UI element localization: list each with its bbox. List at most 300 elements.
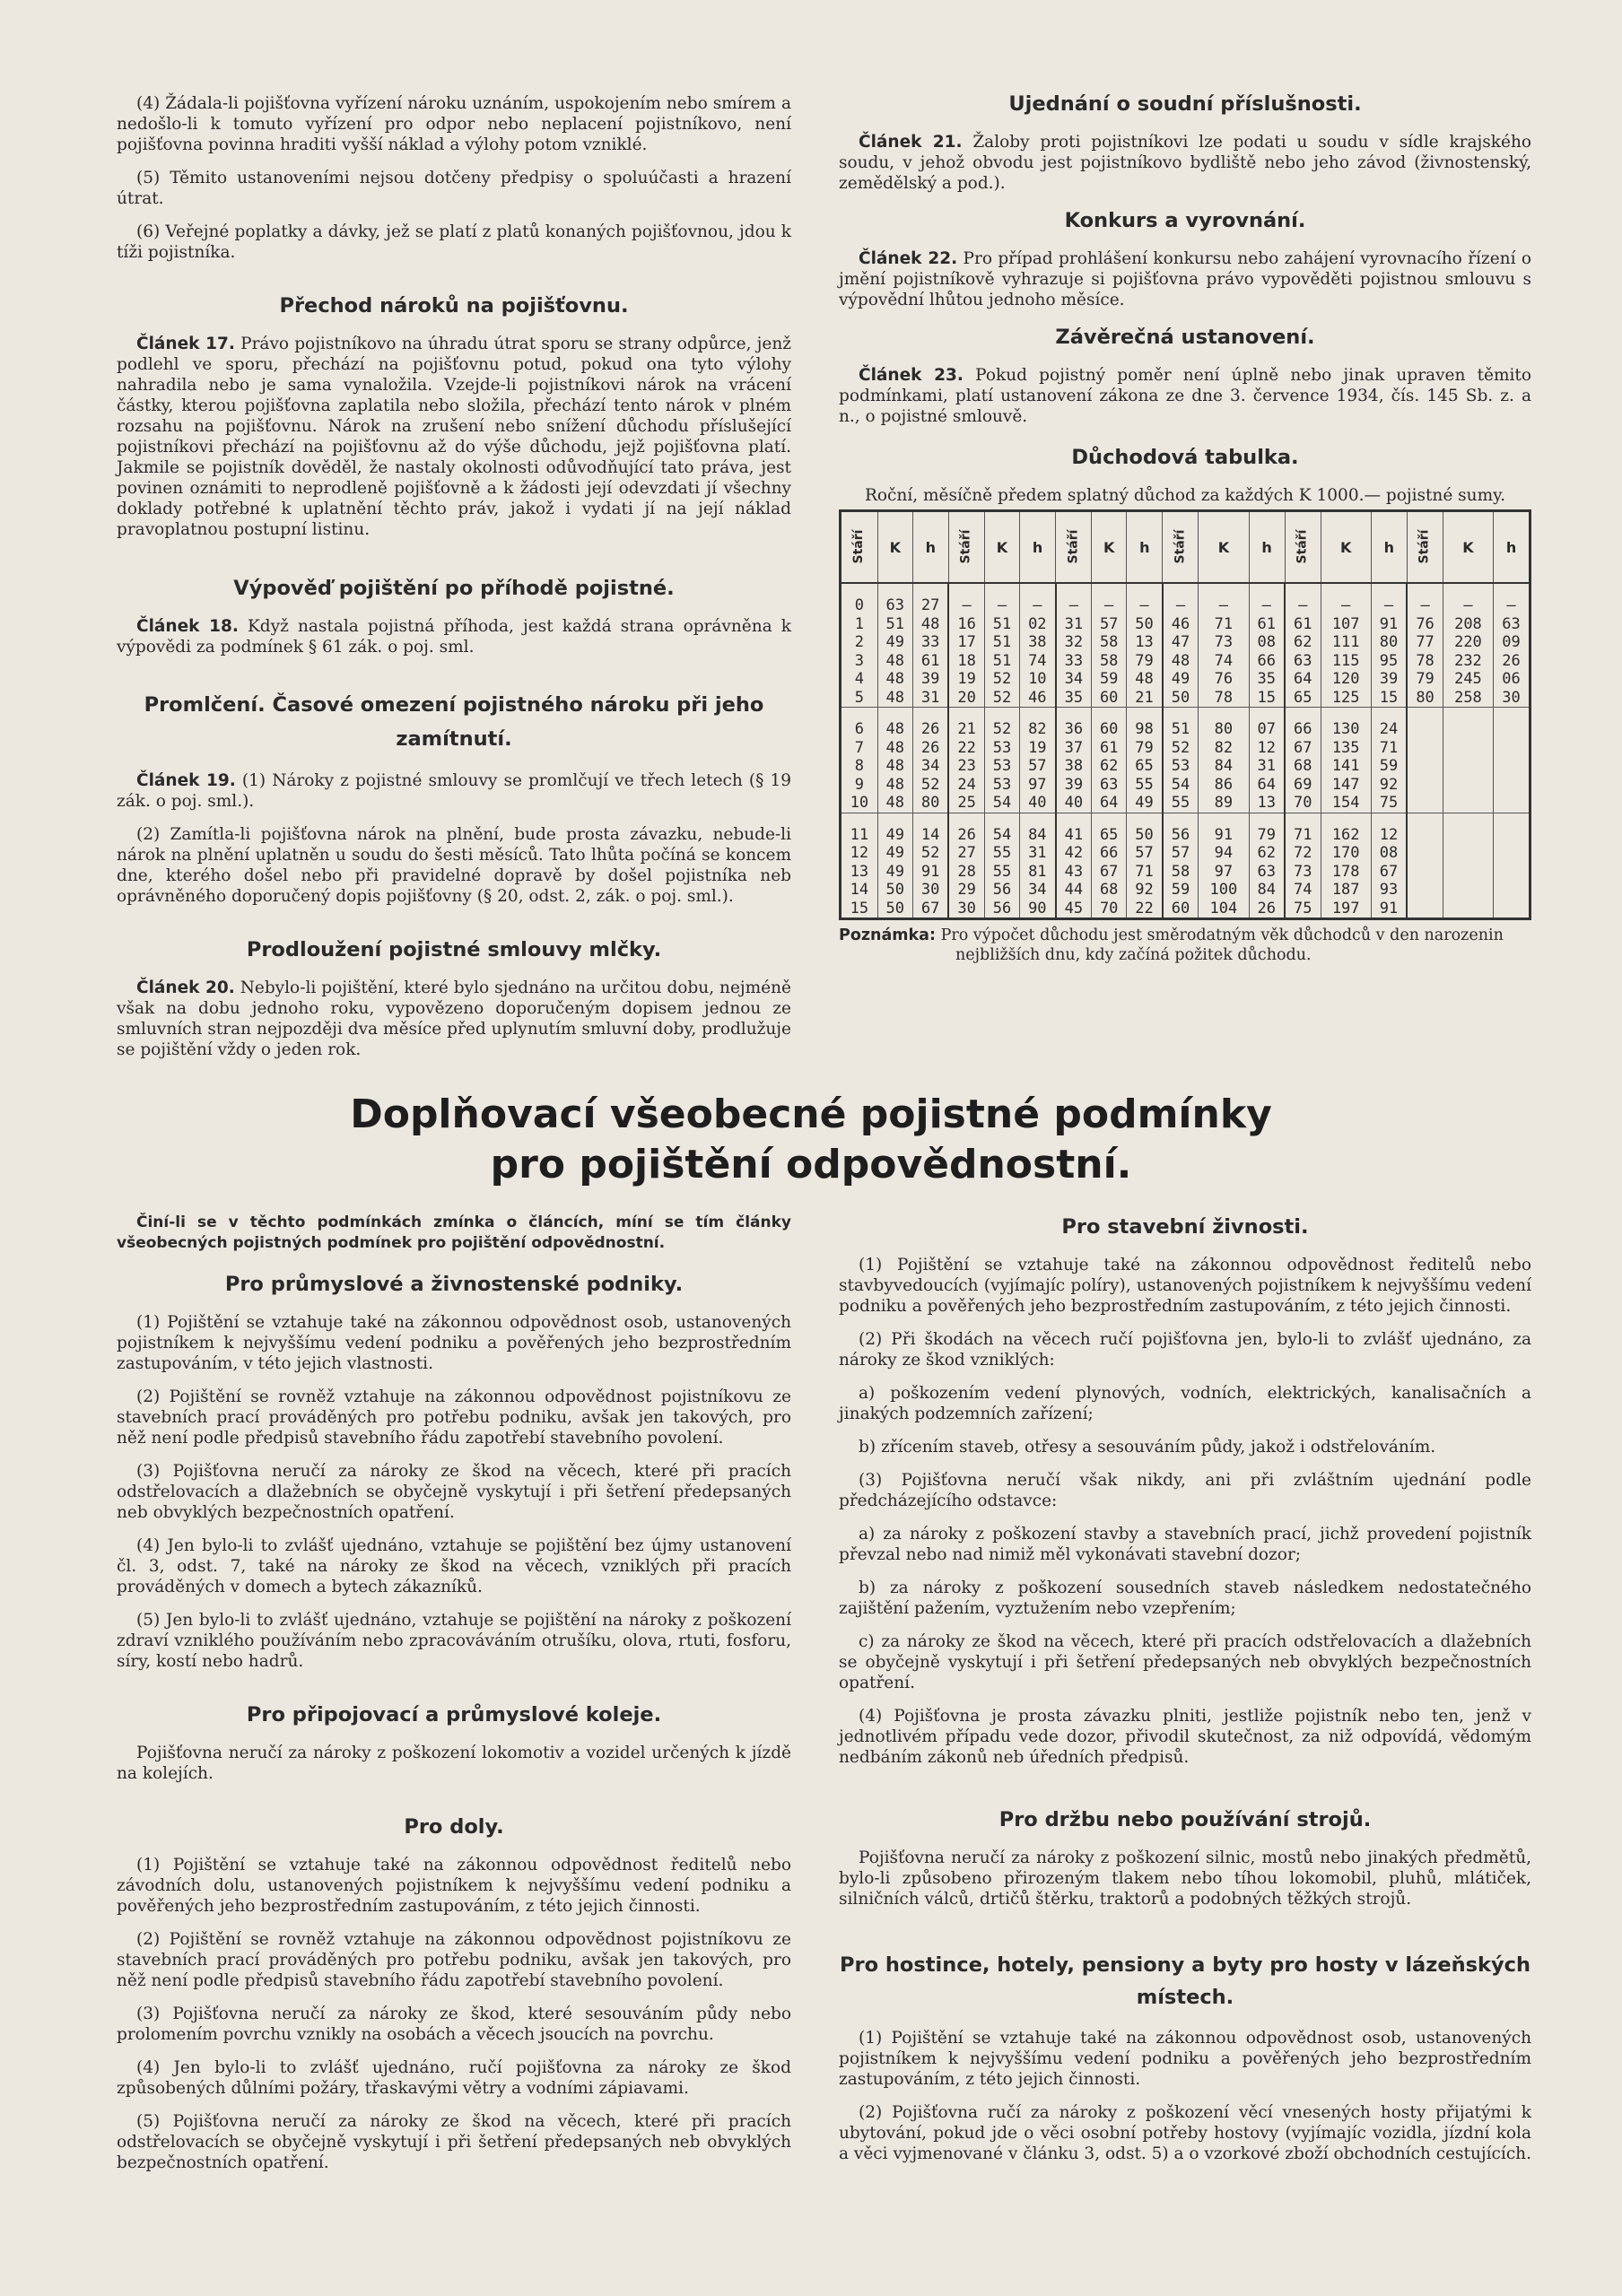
table-cell: 258 bbox=[1443, 689, 1493, 708]
paragraph: (4) Jen bylo-li to zvlášť ujednáno, ručí pojišťovna za nároky ze škod způsobených důlními požáry, třaskavými větry a vodními zápiavami. bbox=[117, 2058, 791, 2098]
table-cell: 57 bbox=[1127, 844, 1163, 863]
header-halere: h bbox=[1127, 511, 1163, 584]
table-cell: — bbox=[1443, 583, 1493, 615]
table-cell: 79 bbox=[1407, 670, 1443, 689]
table-cell: 30 bbox=[912, 881, 948, 900]
paragraph: (5) Jen bylo-li to zvlášť ujednáno, vztahuje se pojištění na nároky z poškození zdraví vzniklého používáním nebo zpracováváním otrušíku, olova, rtuti, fosforu, síry, kostí nebo hadrů. bbox=[117, 1611, 791, 1671]
table-cell: — bbox=[948, 583, 984, 615]
table-cell: 91 bbox=[1199, 813, 1249, 844]
table-cell: 89 bbox=[1199, 794, 1249, 813]
table-cell bbox=[1443, 863, 1493, 882]
table-cell: 59 bbox=[1371, 757, 1407, 776]
table-cell: 82 bbox=[1199, 739, 1249, 758]
table-cell: 22 bbox=[948, 739, 984, 758]
table-cell: 43 bbox=[1056, 863, 1092, 882]
table-cell: — bbox=[984, 583, 1019, 615]
table-cell: 7 bbox=[854, 738, 864, 757]
section-heading: Pro připojovací a průmyslové koleje. bbox=[246, 1703, 662, 1726]
table-cell: 56 bbox=[1163, 813, 1199, 844]
table-cell: 57 bbox=[1020, 757, 1056, 776]
table-cell: 31 bbox=[1249, 757, 1285, 776]
section-heading: Pro doly. bbox=[404, 1815, 504, 1839]
table-cell: 78 bbox=[1407, 652, 1443, 671]
table-cell: 66 bbox=[1249, 652, 1285, 671]
table-cell: 68 bbox=[1092, 881, 1127, 900]
section-heading: Pro hostince, hotely, pensiony a byty pro hosty v lázeňských místech. bbox=[840, 1953, 1530, 2009]
table-cell: 12 bbox=[850, 844, 869, 862]
header-koruny: K bbox=[877, 511, 912, 584]
table-cell: 70 bbox=[1092, 900, 1127, 919]
table-cell: 48 bbox=[877, 670, 912, 689]
table-row bbox=[841, 708, 1530, 739]
table-cell: 51 bbox=[984, 615, 1019, 634]
table-cell: 25 bbox=[948, 794, 984, 813]
paragraph: b) zřícením staveb, otřesy a sesouváním půdy, jakož i odstřelováním. bbox=[859, 1438, 1436, 1457]
table-cell: 30 bbox=[948, 900, 984, 919]
article-text: Pokud pojistný poměr není úplně nebo jinak upraven těmito podmínkami, platí ustanovení zákona ze dne 3. července 1934, čís. 145 Sb. z. a n., o pojistné smlouvě. bbox=[839, 366, 1531, 426]
article-23 bbox=[839, 365, 1531, 427]
table-cell: 197 bbox=[1321, 900, 1371, 919]
article-19 bbox=[117, 770, 791, 812]
table-cell: 80 bbox=[912, 794, 948, 813]
table-cell: 70 bbox=[1285, 794, 1321, 813]
table-row bbox=[841, 633, 1530, 652]
table-cell bbox=[1407, 813, 1443, 844]
table-cell: 46 bbox=[1163, 615, 1199, 634]
table-cell: 50 bbox=[877, 900, 912, 919]
article-label: Článek 21. bbox=[859, 133, 963, 152]
paragraph: b) za nároky z poškození sousedních staveb následkem nedostatečného zajištění pažením, vyztužením nebo vzepřením; bbox=[839, 1578, 1531, 1618]
table-cell: 73 bbox=[1285, 863, 1321, 882]
section-heading: Ujednání o soudní příslušnosti. bbox=[1008, 92, 1362, 116]
table-cell: 56 bbox=[984, 900, 1019, 919]
table-cell bbox=[1407, 881, 1443, 900]
table-cell: 49 bbox=[877, 844, 912, 863]
table-cell: — bbox=[1285, 583, 1321, 615]
table-cell: 69 bbox=[1285, 776, 1321, 795]
table-cell: 61 bbox=[1249, 615, 1285, 634]
table-cell: 63 bbox=[1494, 615, 1530, 634]
header-halere: h bbox=[1020, 511, 1056, 584]
table-cell: 42 bbox=[1056, 844, 1092, 863]
table-cell: 19 bbox=[948, 670, 984, 689]
article-label: Článek 17. bbox=[136, 335, 235, 353]
table-cell: 51 bbox=[984, 652, 1019, 671]
table-cell: 59 bbox=[1092, 670, 1127, 689]
table-cell: 135 bbox=[1321, 739, 1371, 758]
table-cell: 07 bbox=[1249, 708, 1285, 739]
table-cell: 79 bbox=[1249, 813, 1285, 844]
paragraph: (4) Pojišťovna je prosta závazku plniti, jestliže pojistník nebo ten, jenž v jednotlivém případu vede dozor, přivodil skutečnost, za niž odpovídá, vědomým nedbáním zákonů neb úředních předpisů. bbox=[839, 1707, 1531, 1767]
table-cell: 48 bbox=[877, 739, 912, 758]
note-text: Pro výpočet důchodu jest směrodatným věk důchodců v den narozenin nejbližších dnu, kdy začíná požitek důchodu. bbox=[940, 926, 1504, 964]
table-row bbox=[841, 776, 1530, 795]
table-cell: 49 bbox=[877, 813, 912, 844]
table-cell: 98 bbox=[1127, 708, 1163, 739]
table-cell bbox=[1407, 863, 1443, 882]
table-cell: 31 bbox=[912, 689, 948, 708]
table-cell: 79 bbox=[1127, 652, 1163, 671]
table-cell: 39 bbox=[912, 670, 948, 689]
table-cell: 26 bbox=[948, 813, 984, 844]
article-text: Když nastala pojistná příhoda, jest každá strana oprávněna k výpovědi za podmínek § 61 zák. o poj. sml. bbox=[117, 617, 791, 657]
table-cell: 71 bbox=[1285, 813, 1321, 844]
table-cell: 48 bbox=[877, 757, 912, 776]
table-cell: 65 bbox=[1127, 757, 1163, 776]
header-age: Stáří bbox=[1407, 511, 1443, 584]
table-cell bbox=[1443, 739, 1493, 758]
table-cell: 48 bbox=[877, 652, 912, 671]
paragraph: (3) Pojišťovna neručí za nároky ze škod, které sesouváním půdy nebo prolomením povrchu vznikly na osobách a věcech jsoucích na povrchu. bbox=[117, 2005, 791, 2044]
table-cell: 4 bbox=[854, 670, 864, 688]
table-cell: 22 bbox=[1127, 900, 1163, 919]
article-text: Právo pojistníkovo na úhradu útrat sporu se strany odpůrce, jenž podlehl ve sporu, přechází na pojišťovnu potud, pokud ona tyto výlohy nahradila nebo je sama vynaložila. Vzejde-li pojistníkovi nárok na vrácení částky, kterou pojišťovna zaplatila nebo složila, přechází tento nárok v plném rozsahu na pojišťovnu. Nárok na zrušení nebo snížení důchodu příslušející pojistníkovi přechází na pojišťovnu až do výše důchodu, jejž pojišťovna platí. Jakmile se pojistník dověděl, že nastaly okolnosti odůvodňující tato práva, jest povinen oznámiti to neprodleně pojišťovně a k žádosti její odevzdati jí všechny doklady potřebné k uplatnění těchto práv, jakož i vydati jí na její náklad pravoplatnou postupní listinu. bbox=[117, 335, 791, 539]
header-age: Stáří bbox=[841, 511, 878, 584]
paragraph: (5) Těmito ustanoveními nejsou dotčeny předpisy o spoluúčasti a hrazení útrat. bbox=[117, 169, 791, 208]
table-cell: — bbox=[1494, 583, 1530, 615]
table-cell: 125 bbox=[1321, 689, 1371, 708]
table-cell: 147 bbox=[1321, 776, 1371, 795]
table-cell: 39 bbox=[1371, 670, 1407, 689]
table-cell: 111 bbox=[1321, 633, 1371, 652]
paragraph: Pojišťovna neručí za nároky z poškození lokomotiv a vozidel určených k jízdě na kolejích. bbox=[117, 1744, 791, 1783]
paragraph: a) poškozením vedení plynových, vodních, elektrických, kanalisačních a jinakých podzemních zařízení; bbox=[839, 1384, 1531, 1423]
table-cell: 21 bbox=[1127, 689, 1163, 708]
table-cell: 76 bbox=[1407, 615, 1443, 634]
table-cell: 51 bbox=[877, 615, 912, 634]
table-cell bbox=[1407, 794, 1443, 813]
table-cell: 11 bbox=[850, 825, 869, 844]
table-cell: 06 bbox=[1494, 670, 1530, 689]
table-cell: 91 bbox=[1371, 615, 1407, 634]
table-cell: 10 bbox=[1020, 670, 1056, 689]
table-row bbox=[841, 881, 1530, 900]
table-cell: 26 bbox=[1494, 652, 1530, 671]
table-cell: 24 bbox=[948, 776, 984, 795]
table-cell: 17 bbox=[948, 633, 984, 652]
table-cell: 91 bbox=[1371, 900, 1407, 919]
table-cell bbox=[1494, 813, 1530, 844]
table-cell: 86 bbox=[1199, 776, 1249, 795]
paragraph: (2) Pojištění se rovněž vztahuje na zákonnou odpovědnost pojistníkovu ze stavebních prací prováděných pro potřebu podniku, avšak jen takových, pro něž není podle předpisů stavebního řádu zapotřebí stavebního povolení. bbox=[117, 1930, 791, 1990]
table-cell: 19 bbox=[1020, 739, 1056, 758]
table-cell bbox=[1494, 794, 1530, 813]
table-cell: 08 bbox=[1249, 633, 1285, 652]
table-cell: 64 bbox=[1285, 670, 1321, 689]
paragraph: a) za nároky z poškození stavby a stavebních prací, jichž provedení pojistník převzal nebo nad nimiž měl vykonávati stavební dozor; bbox=[839, 1525, 1531, 1564]
paragraph: (1) Pojištění se vztahuje také na zákonnou odpovědnost ředitelů nebo stavbyvedoucích (vyjímajíc políry), ustanovených pojistníkem k nejvyššímu vedení podniku a pověřených jeho bezprostředním zastupováním, z této jejich činnosti. bbox=[839, 1256, 1531, 1316]
top-left-column bbox=[117, 93, 791, 1073]
table-body bbox=[841, 583, 1530, 919]
table-cell: 48 bbox=[912, 615, 948, 634]
table-cell: 61 bbox=[1285, 615, 1321, 634]
table-cell: 30 bbox=[1494, 689, 1530, 708]
header-age: Stáří bbox=[1163, 511, 1199, 584]
table-cell: 40 bbox=[1056, 794, 1092, 813]
table-cell: 27 bbox=[948, 844, 984, 863]
table-cell: 63 bbox=[1092, 776, 1127, 795]
table-cell: 28 bbox=[948, 863, 984, 882]
table-cell: 56 bbox=[984, 881, 1019, 900]
table-cell: 20 bbox=[948, 689, 984, 708]
table-cell: 220 bbox=[1443, 633, 1493, 652]
header-koruny: K bbox=[984, 511, 1019, 584]
article-label: Článek 22. bbox=[859, 249, 958, 268]
table-cell: 57 bbox=[1092, 615, 1127, 634]
header-koruny: K bbox=[1321, 511, 1371, 584]
table-cell: 66 bbox=[1285, 708, 1321, 739]
table-cell: 52 bbox=[984, 670, 1019, 689]
table-row bbox=[841, 689, 1530, 708]
table-row bbox=[841, 615, 1530, 634]
header-halere: h bbox=[1249, 511, 1285, 584]
table-cell: 154 bbox=[1321, 794, 1371, 813]
table-cell: 31 bbox=[1056, 615, 1092, 634]
table-cell: 55 bbox=[1163, 794, 1199, 813]
table-cell: 58 bbox=[1163, 863, 1199, 882]
table-cell: 84 bbox=[1249, 881, 1285, 900]
table-cell: 08 bbox=[1371, 844, 1407, 863]
table-row bbox=[841, 583, 1530, 615]
table-cell: 65 bbox=[1285, 689, 1321, 708]
table-cell: 49 bbox=[1127, 794, 1163, 813]
table-cell: 68 bbox=[1285, 757, 1321, 776]
table-cell: 115 bbox=[1321, 652, 1371, 671]
table-cell bbox=[1494, 776, 1530, 795]
table-cell bbox=[1443, 776, 1493, 795]
table-cell: 13 bbox=[850, 862, 869, 881]
table-cell bbox=[1443, 708, 1493, 739]
table-row bbox=[841, 652, 1530, 671]
table-cell: 34 bbox=[912, 757, 948, 776]
table-cell bbox=[1407, 900, 1443, 919]
paragraph: Pojišťovna neručí za nároky z poškození silnic, mostů nebo jinakých předmětů, bylo-li způsobeno přirozeným tlakem nebo tíhou lokomobil, pluhů, mlátiček, silničních válců, drtičů štěrku, traktorů a podobných těžkých strojů. bbox=[839, 1848, 1531, 1909]
table-cell: 33 bbox=[1056, 652, 1092, 671]
paragraph: c) za nároky ze škod na věcech, které při pracích odstřelovacích a dlažebních se obyčejně vyskytují i při šetření předepsaných neb obvyklých bezpečnostních opatření. bbox=[839, 1632, 1531, 1692]
table-cell: — bbox=[1163, 583, 1199, 615]
table-cell: 6 bbox=[854, 720, 864, 738]
table-cell: 50 bbox=[1163, 689, 1199, 708]
table-cell: 50 bbox=[1127, 813, 1163, 844]
main-title bbox=[0, 1090, 1622, 1190]
table-cell bbox=[1443, 813, 1493, 844]
table-cell: 78 bbox=[1199, 689, 1249, 708]
table-cell: 75 bbox=[1285, 900, 1321, 919]
table-cell: 72 bbox=[1285, 844, 1321, 863]
table-cell: 31 bbox=[1020, 844, 1056, 863]
table-cell: 40 bbox=[1020, 794, 1056, 813]
section-heading: Promlčení. Časové omezení pojistného nároku při jeho zamítnutí. bbox=[144, 693, 764, 751]
table-cell: 38 bbox=[1056, 757, 1092, 776]
table-cell: 09 bbox=[1494, 633, 1530, 652]
table-row bbox=[841, 794, 1530, 813]
table-cell: — bbox=[1020, 583, 1056, 615]
table-cell: 82 bbox=[1020, 708, 1056, 739]
table-cell: 61 bbox=[912, 652, 948, 671]
table-cell: 55 bbox=[984, 844, 1019, 863]
table-cell: 2 bbox=[854, 633, 864, 651]
article-label: Článek 20. bbox=[136, 978, 235, 997]
table-cell: 64 bbox=[1092, 794, 1127, 813]
table-cell: 58 bbox=[1092, 633, 1127, 652]
table-cell: 37 bbox=[1056, 739, 1092, 758]
table-cell: — bbox=[1199, 583, 1249, 615]
table-cell: 26 bbox=[912, 708, 948, 739]
table-cell: 74 bbox=[1199, 652, 1249, 671]
table-cell: 18 bbox=[948, 652, 984, 671]
paragraph: (2) Zamítla-li pojišťovna nárok na plnění, bude prosta závazku, nebude-li nárok na plnění uplatněn u soudu do šesti měsíců. Tato lhůta počíná se koncem dne, kterého došel nebo při pravidelné dopravě by došel pojistníka neb oprávněného doporučený dopis pojišťovny (§ 20, odst. 2, zák. o poj. sml.). bbox=[117, 825, 791, 906]
table-cell: 232 bbox=[1443, 652, 1493, 671]
table-cell: 3 bbox=[854, 651, 864, 670]
table-cell: 54 bbox=[984, 813, 1019, 844]
table-cell: — bbox=[1056, 583, 1092, 615]
table-cell bbox=[1443, 900, 1493, 919]
table-cell bbox=[1407, 757, 1443, 776]
main-title-line-1: Doplňovací všeobecné pojistné podmínky bbox=[350, 1091, 1272, 1137]
table-cell: 187 bbox=[1321, 881, 1371, 900]
table-cell: 91 bbox=[912, 863, 948, 882]
article-text: (1) Nároky z pojistné smlouvy se promlčují ve třech letech (§ 19 zák. o poj. sml.). bbox=[117, 771, 791, 811]
table-cell: 48 bbox=[877, 776, 912, 795]
table-header-row bbox=[841, 511, 1530, 584]
table-cell: 41 bbox=[1056, 813, 1092, 844]
table-cell: 80 bbox=[1371, 633, 1407, 652]
table-cell: 26 bbox=[912, 739, 948, 758]
table-cell: 52 bbox=[912, 776, 948, 795]
section-heading: Přechod nároků na pojišťovnu. bbox=[279, 294, 629, 317]
table-cell: 71 bbox=[1199, 615, 1249, 634]
table-cell: 63 bbox=[1249, 863, 1285, 882]
header-age: Stáří bbox=[1285, 511, 1321, 584]
section-heading: Výpověď pojištění po příhodě pojistné. bbox=[233, 577, 675, 600]
table-cell bbox=[1443, 881, 1493, 900]
table-cell: 51 bbox=[984, 633, 1019, 652]
table-cell: 35 bbox=[1056, 689, 1092, 708]
table-cell: 67 bbox=[1092, 863, 1127, 882]
paragraph: (3) Pojišťovna neručí však nikdy, ani při zvláštním ujednání podle předcházejícího odstavce: bbox=[839, 1471, 1531, 1510]
table-cell: 95 bbox=[1371, 652, 1407, 671]
table-cell: 61 bbox=[1092, 739, 1127, 758]
table-cell: 60 bbox=[1092, 708, 1127, 739]
paragraph: (2) Pojištění se rovněž vztahuje na zákonnou odpovědnost pojistníkovu ze stavebních prací prováděných pro potřebu podniku, avšak jen takových, pro něž není podle předpisů stavebního řádu zapotřebí stavebního povolení. bbox=[117, 1387, 791, 1448]
table-cell: — bbox=[1249, 583, 1285, 615]
table-cell: 27 bbox=[912, 583, 948, 615]
annuity-table bbox=[839, 509, 1531, 920]
header-koruny: K bbox=[1443, 511, 1493, 584]
table-cell: 92 bbox=[1371, 776, 1407, 795]
table-cell: — bbox=[1127, 583, 1163, 615]
header-halere: h bbox=[1494, 511, 1530, 584]
table-row bbox=[841, 757, 1530, 776]
table-cell: 14 bbox=[850, 881, 869, 899]
table-cell: 15 bbox=[1371, 689, 1407, 708]
table-cell: 13 bbox=[1127, 633, 1163, 652]
header-halere: h bbox=[1371, 511, 1407, 584]
table-cell: 47 bbox=[1163, 633, 1199, 652]
paragraph: (2) Pojišťovna ručí za nároky z poškození věcí vnesených hosty přijatými k ubytování, pokud jde o věci osobní potřeby hostovy (vyjímajíc vozidla, jízdní kola a věci vyjmenované v článku 3, odst. 5) a o vzorkové zboží obchodních cestujících. bbox=[839, 2103, 1531, 2163]
table-cell: 100 bbox=[1199, 881, 1249, 900]
table-cell: 65 bbox=[1092, 813, 1127, 844]
table-row bbox=[841, 863, 1530, 882]
article-text: Nebylo-li pojištění, které bylo sjednáno na určitou dobu, nejméně však na dobu jednoho roku, vypovězeno doporučeným dopisem jednou ze smluvních stran nejpozději dva měsíce před uplynutím smluvní doby, prodlužuje se pojištění vždy o jeden rok. bbox=[117, 978, 791, 1059]
paragraph: (4) Jen bylo-li to zvlášť ujednáno, vztahuje se pojištění bez újmy ustanovení čl. 3, odst. 7, také na nároky ze škod na věcech, vzniklých při pracích prováděných v domech a bytech zákazníků. bbox=[117, 1536, 791, 1596]
table-cell: 15 bbox=[850, 899, 869, 918]
table-cell: 24 bbox=[1371, 708, 1407, 739]
table-cell: 80 bbox=[1407, 689, 1443, 708]
table-cell: 53 bbox=[984, 739, 1019, 758]
table-cell: 23 bbox=[948, 757, 984, 776]
table-cell: 54 bbox=[1163, 776, 1199, 795]
table-cell: 208 bbox=[1443, 615, 1493, 634]
table-cell: 94 bbox=[1199, 844, 1249, 863]
table-cell: 90 bbox=[1020, 900, 1056, 919]
section-heading: Pro průmyslové a živnostenské podniky. bbox=[224, 1273, 684, 1296]
table-cell: 73 bbox=[1199, 633, 1249, 652]
header-age: Stáří bbox=[948, 511, 984, 584]
table-cell: 26 bbox=[1249, 900, 1285, 919]
table-cell: 52 bbox=[984, 708, 1019, 739]
table-cell: 34 bbox=[1020, 881, 1056, 900]
table-cell: 35 bbox=[1249, 670, 1285, 689]
header-koruny: K bbox=[1199, 511, 1249, 584]
table-cell: 81 bbox=[1020, 863, 1056, 882]
table-caption: Roční, měsíčně předem splatný důchod za každých K 1000.— pojistné sumy. bbox=[864, 486, 1505, 505]
table-cell: 0 bbox=[854, 596, 864, 614]
table-cell: 52 bbox=[984, 689, 1019, 708]
article-label: Článek 19. bbox=[136, 771, 236, 790]
top-right-column bbox=[839, 83, 1531, 965]
table-cell bbox=[1407, 708, 1443, 739]
paragraph: (2) Při škodách na věcech ručí pojišťovna jen, bylo-li to zvlášť ujednáno, za nároky ze škod vzniklých: bbox=[839, 1330, 1531, 1370]
table-cell: 12 bbox=[1371, 813, 1407, 844]
header-age: Stáří bbox=[1056, 511, 1092, 584]
section-heading: Pro stavební živnosti. bbox=[1061, 1215, 1309, 1239]
table-cell: 52 bbox=[1163, 739, 1199, 758]
table-cell: 84 bbox=[1020, 813, 1056, 844]
table-cell: 49 bbox=[877, 633, 912, 652]
header-koruny: K bbox=[1092, 511, 1127, 584]
table-cell: 62 bbox=[1285, 633, 1321, 652]
table-cell: 16 bbox=[948, 615, 984, 634]
table-cell: — bbox=[1092, 583, 1127, 615]
table-cell: 9 bbox=[854, 775, 864, 794]
bottom-right-column bbox=[839, 1202, 1531, 2177]
table-cell: 49 bbox=[877, 863, 912, 882]
table-cell: 141 bbox=[1321, 757, 1371, 776]
table-cell bbox=[1443, 757, 1493, 776]
intro-text: Činí-li se v těchto podmínkách zmínka o článcích, míní se tím články všeobecných pojistných podmínek pro pojištění odpovědnostní. bbox=[117, 1213, 791, 1252]
article-text: Žaloby proti pojistníkovi lze podati u soudu v sídle krajského soudu, v jehož obvodu jest pojistníkovo bydliště nebo jeho závod (živnostenský, zemědělský a pod.). bbox=[839, 133, 1531, 193]
main-title-line-2: pro pojištění odpovědnostní. bbox=[490, 1142, 1132, 1187]
table-cell: 36 bbox=[1056, 708, 1092, 739]
table-cell: 48 bbox=[877, 689, 912, 708]
paragraph: (6) Veřejné poplatky a dávky, jež se platí z platů konaných pojišťovnou, jdou k tíži pojistníka. bbox=[117, 222, 791, 262]
table-cell: 71 bbox=[1371, 739, 1407, 758]
table-cell: 77 bbox=[1407, 633, 1443, 652]
table-cell: 39 bbox=[1056, 776, 1092, 795]
table-note bbox=[839, 926, 1531, 965]
table-title: Důchodová tabulka. bbox=[1071, 446, 1299, 469]
table-cell: 66 bbox=[1092, 844, 1127, 863]
table-cell: 170 bbox=[1321, 844, 1371, 863]
table-cell bbox=[1494, 708, 1530, 739]
table-cell: — bbox=[1371, 583, 1407, 615]
table-cell: 45 bbox=[1056, 900, 1092, 919]
table-row bbox=[841, 900, 1530, 919]
table-cell: 60 bbox=[1163, 900, 1199, 919]
article-18 bbox=[117, 616, 791, 657]
table-cell: 63 bbox=[877, 583, 912, 615]
